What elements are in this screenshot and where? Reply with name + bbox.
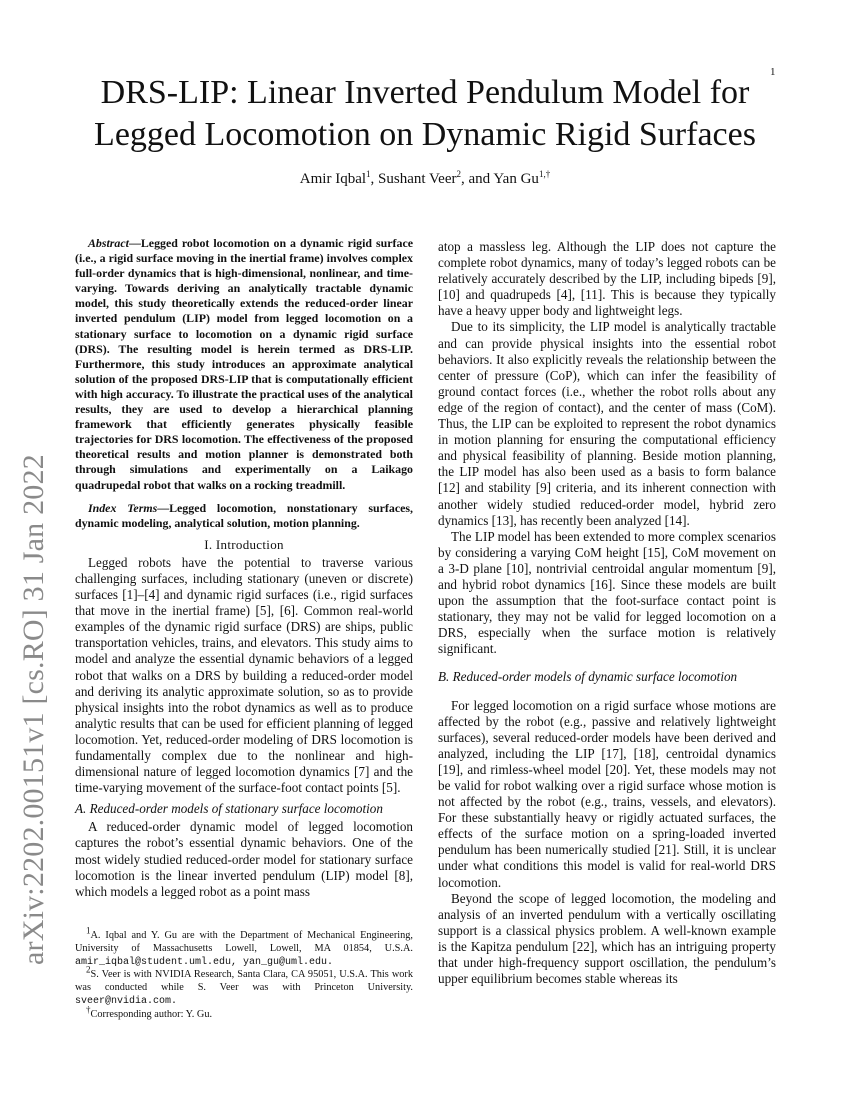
- author-affiliation-mark: 1: [366, 169, 371, 179]
- footnotes: [75, 925, 413, 1022]
- author-name: Amir Iqbal: [299, 171, 367, 187]
- footnote-1: [75, 925, 413, 969]
- right-column: [438, 239, 776, 987]
- body-paragraph: Due to its simplicity, the LIP model is analytically tractable and can provide physical insights into the essential robot behaviors. It also explicitly reveals the relationship between the center of pressure (CoP), which can infer the feasibility of ground contact forces (i.e., whether the robot rolls about any edge of the region of contact), and the center of mass (CoM). Thus, the LIP can be exploited to represent the robot dynamics in motion planning for ensuring the computational efficiency and physical feasibility of planning. Beside motion planning, the LIP model has also been used as a basis to form balance [12] and stability [9] criteria, and its inherent connection with another widely studied reduced-order model, hybrid zero dynamics [13], has recently been analyzed [14].: [438, 319, 776, 528]
- footnote-2: [75, 964, 413, 1008]
- body-paragraph: atop a massless leg. Although the LIP does not capture the complete robot dynamics, many of today’s legged robots can be relatively accurately described by the LIP, including bipeds [9], [10] and quadrupeds [4], [11]. This is because they typically have a heavy upper body and lightweight legs.: [438, 239, 776, 319]
- body-paragraph: For legged locomotion on a rigid surface whose motions are affected by the robot (e.g., passive and relatively lightweight surfaces), several reduced-order models have been derived and analyzed, including the LIP [17], [18], centroidal dynamics [19], and rimless-wheel model [20]. Yet, these models may not be valid for robot walking over a rigid surface whose motion is not affected by the robot (e.g., trains, vessels, and elevators). For these substantially heavy or rigidly actuated surfaces, the effects of the surface motion on a spring-loaded inverted pendulum has been numerically studied [21]. Still, it is unclear under what conditions this model is valid for real-world DRS locomotion.: [438, 697, 776, 890]
- body-paragraph: The LIP model has been extended to more complex scenarios by considering a varying CoM height [15], CoM movement on a 3-D plane [10], nontrivial centroidal angular momentum [9], and hybrid robot dynamics [16]. Since these models are built upon the assumption that the foot-surface contact point is stationary, they may not be valid for legged locomotion on a DRS, especially when the surface motion is relatively significant.: [438, 528, 776, 657]
- section-heading-introduction: I. Introduction: [204, 536, 284, 552]
- paper-title: DRS-LIP: Linear Inverted Pendulum Model for Legged Locomotion on Dynamic Rigid Surfaces: [94, 74, 756, 153]
- abstract: [75, 236, 413, 493]
- subsection-heading-b: B. Reduced-order models of dynamic surface locomotion: [438, 669, 738, 685]
- index-terms: [75, 501, 413, 531]
- footnote-email[interactable]: sveer@nvidia.com.: [75, 995, 178, 1007]
- arxiv-identifier-stamp[interactable]: arXiv:2202.00151v1 [cs.RO] 31 Jan 2022: [17, 454, 50, 965]
- author-name: , Sushant Veer: [370, 171, 457, 187]
- footnote-mark: †: [86, 1004, 91, 1015]
- index-terms-text: —Legged locomotion, nonstationary surfaces, dynamic modeling, analytical solution, motion planning.: [75, 500, 413, 530]
- body-paragraph: Beyond the scope of legged locomotion, the modeling and analysis of an inverted pendulum with a vertically oscillating support is a classical physics problem. A well-known example is the Kapitza pendulum [22], which has an intriguing property that under high-frequency support oscillation, the pendulum’s upper equilibrium becomes stable whereas its: [438, 890, 776, 987]
- intro-paragraph: Legged robots have the potential to traverse various challenging surfaces, including stationary (uneven or discrete) surfaces [1]–[4] and dynamic rigid surfaces (i.e., rigid surfaces that move in the inertial frame) [5], [6]. Common real-world examples of the dynamic rigid surface (DRS) are ships, public transportation vehicles, trains, and elevators. This study aims to model and analyze the essential dynamic behaviors of a legged robot that walks on a DRS by building a reduced-order model and deriving its analytic approximate solution, so as to provide physical insights into the robot dynamics as well as to produce analytic results that can be used for efficient planning of legged locomotion. Yet, reduced-order modeling of DRS locomotion is fundamentally complex due to the nonlinear and high-dimensional nature of legged locomotion dynamics [7] and the time-varying movement of the surface-foot contact points [5].: [75, 554, 413, 796]
- footnote-email[interactable]: amir_iqbal@student.uml.edu, yan_gu@uml.edu.: [75, 956, 334, 968]
- author-name: , and Yan Gu: [461, 171, 539, 187]
- author-affiliation-mark: 2: [456, 169, 461, 179]
- footnote-text: A. Iqbal and Y. Gu are with the Department of Mechanical Engineering, University of Massachusetts Lowell, Lowell, MA 01854, U.S.A.: [75, 930, 413, 954]
- index-terms-label: Index Terms: [88, 500, 158, 515]
- page-number: 1: [770, 66, 776, 78]
- author-list: [60, 171, 790, 188]
- author-affiliation-mark: 1,†: [538, 169, 551, 179]
- footnote-text: S. Veer is with NVIDIA Research, Santa Clara, CA 95051, U.S.A. This work was conducted while S. Veer was with Princeton University.: [75, 969, 413, 994]
- footnote-3: [75, 1004, 413, 1022]
- subsection-heading-a: A. Reduced-order models of stationary surface locomotion: [75, 801, 383, 817]
- abstract-label: Abstract: [88, 236, 129, 250]
- subsection-a-paragraph: A reduced-order dynamic model of legged locomotion captures the robot’s essential dynamic behaviors. One of the most widely studied reduced-order model for stationary surface locomotion is the linear inverted pendulum (LIP) model [8], which models a legged robot as a point mass: [75, 819, 413, 899]
- left-column: [75, 236, 413, 900]
- footnote-text: Corresponding author: Y. Gu.: [90, 1008, 213, 1020]
- footnote-mark: 1: [86, 925, 91, 936]
- abstract-text: —Legged robot locomotion on a dynamic rigid surface (i.e., a rigid surface moving in the inertial frame) involves complex full-order dynamics that is high-dimensional, nonlinear, and time-varying. Towards deriving an analytically tractable dynamic model, this study theoretically extends the reduced-order linear inverted pendulum (LIP) model from legged locomotion on a stationary surface to locomotion on a dynamic rigid surface (DRS). The resulting model is herein termed as DRS-LIP. Furthermore, this study introduces an approximate analytical solution of the proposed DRS-LIP that is computationally efficient with high accuracy. To illustrate the practical uses of the analytical results, they are used to develop a hierarchical planning framework that efficiently generates physically feasible trajectories for DRS locomotion. The effectiveness of the proposed theoretical results and motion planner is demonstrated both through simulations and experimentally on a Laikago quadrupedal robot that walks on a rocking treadmill.: [75, 236, 413, 492]
- footnote-mark: 2: [86, 964, 91, 975]
